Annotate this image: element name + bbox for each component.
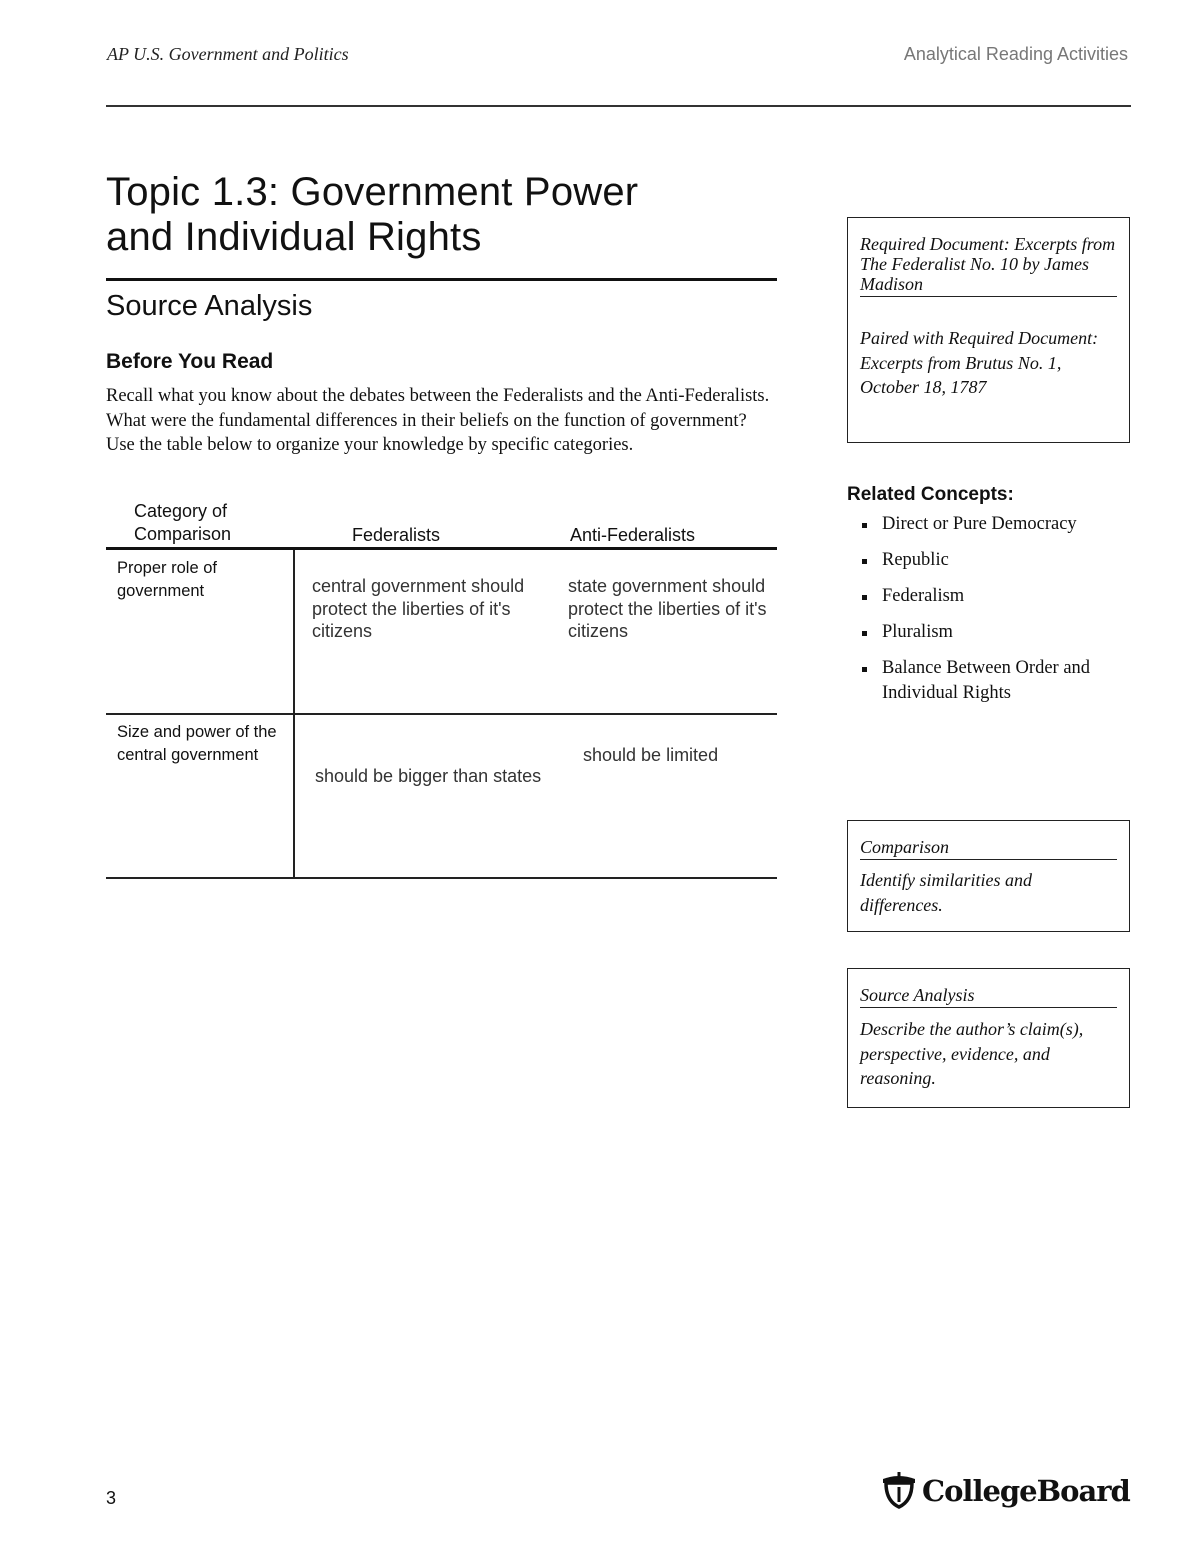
table-row-2-federalists: should be bigger than states xyxy=(315,766,542,786)
table-header-category xyxy=(134,500,231,546)
related-concept-item: Pluralism xyxy=(862,620,1122,645)
comparison-title: Comparison xyxy=(860,837,1117,860)
table-bottom-rule xyxy=(106,877,777,879)
required-document-body: Paired with Required Document: Excerpts from Brutus No. 1, October 18, 1787 xyxy=(860,328,1099,397)
source-analysis-box xyxy=(847,968,1130,1108)
acorn-icon xyxy=(880,1469,918,1514)
title-divider xyxy=(106,278,777,281)
table-row-2-anti-federalists: should be limited xyxy=(583,745,719,765)
collegeboard-logo xyxy=(880,1470,1132,1512)
title-line-1: Topic 1.3: Government Power xyxy=(106,170,639,214)
table-header-anti-federalists: Anti-Federalists xyxy=(570,525,696,545)
table-row-divider xyxy=(106,713,777,715)
table-header-category-line1: Category of xyxy=(134,501,228,521)
table-top-rule xyxy=(106,547,777,550)
header-course: AP U.S. Government and Politics xyxy=(107,44,349,64)
page-title xyxy=(106,170,786,260)
required-document-title: Required Document: Excerpts from The Federalist No. 10 by James Madison xyxy=(860,234,1117,297)
source-analysis-title: Source Analysis xyxy=(860,985,1117,1008)
table-header-category-line2: Comparison xyxy=(134,524,232,544)
table-row-1-category: Proper role of government xyxy=(117,559,217,600)
related-concept-item: Balance Between Order and Individual Rights xyxy=(862,656,1122,706)
table-header-federalists: Federalists xyxy=(352,525,441,545)
comparison-body: Identify similarities and differences. xyxy=(860,870,1032,915)
intro-paragraph: Recall what you know about the debates between the Federalists and the Anti-Federalists. What were the fundamental differences in their beliefs on the function of government? Use the table below to organize your knowledge by specific categories. xyxy=(106,386,770,455)
related-concepts-list xyxy=(862,512,1122,717)
related-concept-item: Federalism xyxy=(862,584,1122,609)
logo-text: CollegeBoard xyxy=(922,1474,1130,1508)
header-divider xyxy=(106,105,1131,107)
table-row-1-federalists: central government should protect the liberties of it's citizens xyxy=(312,576,525,641)
page-number: 3 xyxy=(106,1488,117,1508)
source-analysis-body: Describe the author’s claim(s), perspective, evidence, and reasoning. xyxy=(860,1019,1084,1088)
header-section: Analytical Reading Activities xyxy=(903,44,1128,64)
related-concepts-title: Related Concepts: xyxy=(847,484,1014,505)
section-subtitle: Source Analysis xyxy=(106,290,313,322)
title-line-2: and Individual Rights xyxy=(106,215,482,259)
before-you-read-heading: Before You Read xyxy=(106,350,274,373)
related-concept-item: Republic xyxy=(862,548,1122,573)
required-document-box xyxy=(847,217,1130,443)
related-concept-item: Direct or Pure Democracy xyxy=(862,512,1122,537)
table-row-1-anti-federalists: state government should protect the liberties of it's citizens xyxy=(568,576,767,641)
table-row-2-category: Size and power of the central government xyxy=(117,723,277,764)
comparison-box xyxy=(847,820,1130,932)
